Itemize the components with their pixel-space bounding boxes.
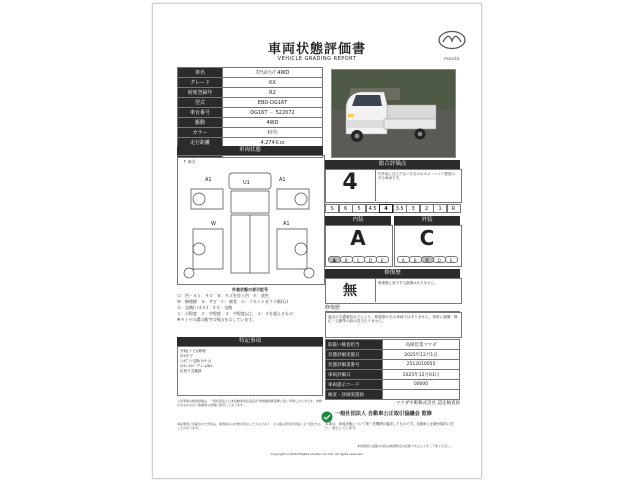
management-row bbox=[326, 360, 460, 370]
overall-header: 総合評価点 bbox=[325, 160, 460, 169]
scale-step: 1 bbox=[433, 204, 447, 213]
scale-step: D bbox=[364, 256, 377, 263]
exterior-header: 外装 bbox=[394, 216, 460, 225]
management-row bbox=[326, 340, 460, 350]
svg-text:W: W bbox=[211, 221, 216, 227]
exterior-grade: C bbox=[419, 226, 435, 250]
mazda-emblem-icon bbox=[437, 30, 467, 50]
spec-value: EBD-DG16T bbox=[223, 98, 323, 108]
management-label: 状態評価実施日 bbox=[326, 350, 383, 360]
management-value: 2025年12月01日 bbox=[383, 370, 460, 380]
management-value: 00000 bbox=[383, 380, 460, 390]
fineprint-top: 上記車両の検査評価は、一般社団法人日本自動車査定協会が 修復歴判断基準に従い実施したものです。加修のおそれのない装備等の評価に使用しております。 bbox=[177, 399, 322, 408]
management-table bbox=[325, 339, 460, 400]
scale-step: E bbox=[376, 256, 389, 263]
spec-row bbox=[178, 68, 323, 78]
management-label: 状態評価書番号 bbox=[326, 360, 383, 370]
spec-row bbox=[178, 88, 323, 98]
front-arrow-icon: ↑ bbox=[183, 159, 187, 164]
vehicle-photo bbox=[331, 69, 456, 158]
certification-body: 本書は、車両状態について第三者機関が確認したものです。自動車公正競争規約に従い、表示しています。 bbox=[325, 422, 454, 431]
management-label: 検査・評価実施員 bbox=[326, 390, 383, 400]
grading-report-sheet bbox=[152, 3, 482, 479]
overall-score: 4 bbox=[342, 170, 358, 195]
front-indicator bbox=[183, 159, 196, 165]
report-title: 車両状態評価書 bbox=[267, 42, 366, 57]
note-line: ｵｲﾙｼｰﾙ/ﾊﾟｰﾌﾞﾚｰﾑ/A1 bbox=[180, 364, 213, 368]
spec-label: カラー bbox=[178, 128, 223, 138]
spec-label: グレード bbox=[178, 78, 223, 88]
svg-text:A1: A1 bbox=[283, 221, 290, 227]
scale-step: 3.5 bbox=[393, 204, 407, 213]
fineprint-bottom: 本証明書に記載された内容は、検査時点の状態を表示したものであり、その後の使用状況等により変化することがあります。 bbox=[177, 422, 322, 431]
scale-step: 2 bbox=[420, 204, 434, 213]
exterior-scale bbox=[397, 256, 457, 263]
inspector-comment-header: 修復歴 bbox=[325, 304, 460, 312]
scale-step: R bbox=[447, 204, 461, 213]
condition-header: 車両状態 bbox=[177, 146, 323, 155]
spec-value: DG16T － 522072 bbox=[223, 108, 323, 118]
scale-step: A bbox=[328, 256, 341, 263]
repair-header: 修復歴 bbox=[325, 269, 460, 278]
spec-row bbox=[178, 98, 323, 108]
legend-line: １：小程度 ２：中程度 ３：中程度以上 ４：３を超えるもの bbox=[177, 311, 293, 316]
certification-seal bbox=[321, 408, 333, 420]
spec-value: 4WD bbox=[223, 118, 323, 128]
inspector-comment-text: 過去の交通事故などにより、修復歴のある車両ではありません。骨格に損傷・修正・交換等の跡は見当たりません。 bbox=[328, 315, 458, 324]
spec-row bbox=[178, 118, 323, 128]
repair-divider bbox=[375, 278, 376, 302]
management-label: 取扱い検査担当 bbox=[326, 340, 383, 350]
scale-step: B bbox=[340, 256, 353, 263]
note-line: ｱｯｾﾌﾞﾘｰ交換 ﾀｲﾔ 山 bbox=[180, 359, 212, 363]
legend-line: Ｘ：交換(パネル) ＸＸ：交換 bbox=[177, 305, 233, 310]
spec-value: R2 bbox=[223, 88, 323, 98]
management-row bbox=[326, 390, 460, 400]
management-row bbox=[326, 350, 460, 360]
spec-value: ﾎﾜｲﾄ bbox=[223, 128, 323, 138]
spec-value: ｽｸﾗﾑﾄﾗｯｸ 4WD bbox=[223, 68, 323, 78]
spec-label: 初度登録年 bbox=[178, 88, 223, 98]
interior-grade: A bbox=[350, 226, 366, 250]
vehicle-spec-table bbox=[177, 67, 323, 158]
management-label: 車両評価日 bbox=[326, 370, 383, 380]
management-row bbox=[326, 370, 460, 380]
management-value: 2512010055 bbox=[383, 360, 460, 370]
overall-comment: 内外装に目立たない歩きの小キズ・ヘコミ程度のある車両です。 bbox=[378, 172, 455, 181]
management-value bbox=[383, 390, 460, 400]
note-line: 外装(ナビ)/修理 bbox=[180, 349, 206, 353]
front-label: 前方 bbox=[187, 159, 196, 164]
certifier-company: マツダ中販株式会社 認定検査員 bbox=[395, 401, 460, 406]
scale-step: 4 bbox=[379, 204, 393, 213]
legend-line: ※タイヤの溝の数字は残山を示しています。 bbox=[177, 317, 256, 322]
report-subtitle: VEHICLE GRADING REPORT bbox=[277, 56, 357, 62]
scale-step: B bbox=[409, 256, 422, 263]
scale-step: E bbox=[445, 256, 458, 263]
scale-step: S bbox=[325, 204, 339, 213]
svg-text:A1: A1 bbox=[205, 177, 212, 183]
spec-label: 車名 bbox=[178, 68, 223, 78]
interior-scale bbox=[328, 256, 388, 263]
scale-step: C bbox=[352, 256, 365, 263]
mazda-logo bbox=[435, 30, 469, 62]
management-label: 車両提示コード bbox=[326, 380, 383, 390]
notes-header: 特記事項 bbox=[177, 337, 323, 346]
management-value: 高岡営業マツダ bbox=[383, 340, 460, 350]
note-line: 足回り交換跡 bbox=[180, 369, 202, 373]
legend bbox=[177, 287, 323, 323]
overall-divider bbox=[375, 169, 376, 201]
spec-label: 車台番号 bbox=[178, 108, 223, 118]
certification-org: 一般社団法人 自動車公正取引協議会 監修 bbox=[335, 411, 432, 417]
scale-step: 3 bbox=[406, 204, 420, 213]
svg-text:A1: A1 bbox=[279, 177, 286, 183]
spec-value: 4,274Ｋｍ bbox=[223, 138, 323, 148]
spec-row bbox=[178, 108, 323, 118]
bottom-note: 本評価書に記載の内容は検査時点の状態であることをご了承ください。 bbox=[356, 444, 453, 448]
spec-label: 駆動 bbox=[178, 118, 223, 128]
scale-step: 5 bbox=[352, 204, 366, 213]
interior-header: 内装 bbox=[325, 216, 391, 225]
vehicle-body-diagram bbox=[183, 169, 318, 287]
legend-title: 外装状態の表示記号 bbox=[232, 287, 268, 292]
scale-step: 4.5 bbox=[366, 204, 380, 213]
management-row bbox=[326, 380, 460, 390]
legend-line: Ｕ：凹・Ａ１：キズ Ｂ：キズを伴う凹 Ｐ：塗色 bbox=[177, 293, 269, 298]
management-value: 2025年12月1日 bbox=[383, 350, 460, 360]
svg-text:U1: U1 bbox=[243, 180, 250, 186]
spec-value: KX bbox=[223, 78, 323, 88]
repair-comment: 修復歴に該当する損傷はありません。 bbox=[378, 281, 438, 285]
repair-value: 無 bbox=[343, 283, 357, 299]
mazda-logo-text: mazda bbox=[444, 56, 460, 61]
spec-row bbox=[178, 128, 323, 138]
notes-box bbox=[177, 346, 323, 396]
scale-step: A bbox=[397, 256, 410, 263]
spec-label: 型式 bbox=[178, 98, 223, 108]
scale-step: D bbox=[433, 256, 446, 263]
spec-label: 走行距離 bbox=[178, 138, 223, 148]
legend-line: Ｗ：修理跡 Ｓ：サビ Ｃ：腐食 Ｇ：フロントガラス傷(石) bbox=[177, 299, 288, 304]
note-line: ﾀｲﾔ/ﾋﾟﾋﾞ bbox=[180, 354, 194, 358]
overall-scale bbox=[325, 204, 460, 213]
spec-row bbox=[178, 78, 323, 88]
scale-step: C bbox=[421, 256, 434, 263]
copyright: Copyright (C)2016 Mazda Chuhan Co.,Ltd. All rights reserved. bbox=[270, 452, 364, 456]
scale-step: 6 bbox=[339, 204, 353, 213]
